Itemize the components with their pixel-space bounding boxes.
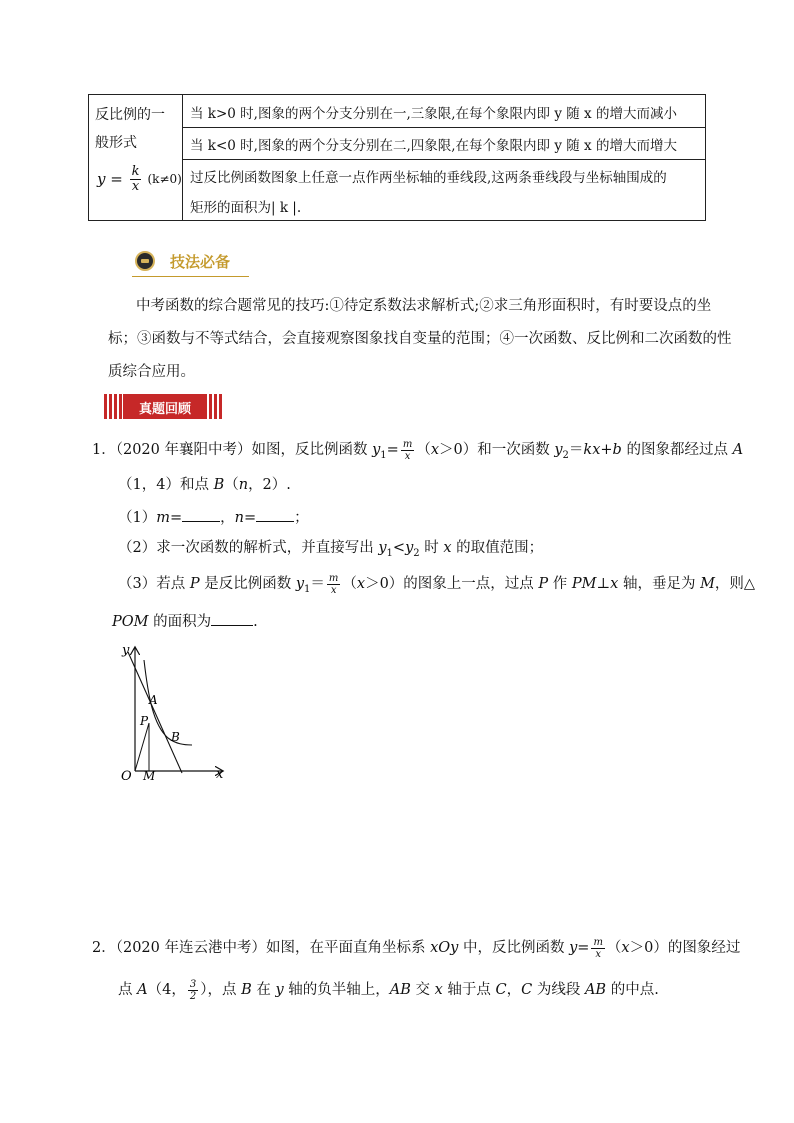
text: （ bbox=[606, 940, 622, 956]
text: = bbox=[386, 442, 399, 458]
label-A: A bbox=[149, 693, 158, 707]
text: 的中点. bbox=[606, 982, 659, 998]
table-row-area-line2: 矩形的面积为| k |. bbox=[190, 200, 302, 216]
var-n: n bbox=[238, 477, 249, 493]
var-x: x bbox=[430, 442, 439, 458]
text: 轴，垂足为 bbox=[618, 576, 701, 592]
text: （4， bbox=[147, 982, 186, 998]
text: ⊥ bbox=[596, 576, 611, 592]
var-y: y bbox=[405, 540, 414, 556]
formula-numerator: k bbox=[131, 163, 140, 179]
book-icon bbox=[135, 251, 155, 271]
answer-blank[interactable] bbox=[182, 507, 220, 522]
formula-condition: (k≠0) bbox=[147, 172, 182, 186]
fraction-three-halves bbox=[188, 979, 198, 1002]
formula-denominator: x bbox=[131, 178, 140, 194]
text: ， bbox=[220, 510, 235, 526]
text: ＞0）的图象上一点，过点 bbox=[365, 576, 539, 592]
table-divider bbox=[182, 95, 183, 220]
answer-blank[interactable] bbox=[211, 611, 253, 626]
var-x: x bbox=[621, 940, 630, 956]
linear-function-line bbox=[128, 652, 182, 773]
text: 在 bbox=[251, 982, 276, 998]
q1-line2 bbox=[118, 467, 291, 503]
point-P: P bbox=[189, 576, 200, 592]
subscript: 1 bbox=[380, 449, 387, 461]
text: 的图象都经过点 bbox=[621, 442, 733, 458]
technique-paragraph-line: 质综合应用。 bbox=[108, 364, 195, 380]
technique-title: 技法必备 bbox=[170, 253, 231, 271]
text: 点 bbox=[118, 982, 138, 998]
segment-PM: PM bbox=[571, 576, 597, 592]
fraction-m-over-x bbox=[401, 439, 414, 462]
review-title: 真题回顾 bbox=[138, 402, 191, 417]
text: （ bbox=[224, 477, 239, 493]
label-B: B bbox=[171, 730, 180, 744]
q1-line6 bbox=[112, 604, 258, 640]
q2-line2 bbox=[118, 972, 659, 1008]
segment-AB: AB bbox=[584, 982, 607, 998]
answer-blank[interactable] bbox=[256, 507, 294, 522]
point-B: B bbox=[213, 477, 225, 493]
text: 2．（2020 年连云港中考）如图，在平面直角坐标系 bbox=[92, 940, 431, 956]
denominator: x bbox=[595, 948, 601, 960]
text: ），点 bbox=[200, 982, 242, 998]
table-left-title bbox=[95, 101, 179, 157]
segment-OP bbox=[135, 723, 149, 771]
var-y: y bbox=[569, 940, 578, 956]
text: 作 bbox=[548, 576, 572, 592]
subscript: 2 bbox=[562, 449, 569, 461]
technique-paragraph-line: 中考函数的综合题常见的技巧:①待定系数法求解析式;②求三角形面积时，有时要设点的坐 bbox=[136, 298, 712, 314]
fraction-m-over-x bbox=[591, 937, 604, 960]
label-O: O bbox=[121, 769, 132, 784]
text: ＞0）和一次函数 bbox=[439, 442, 555, 458]
technique-underline bbox=[132, 276, 249, 277]
text: （2）求一次函数的解析式，并直接写出 bbox=[118, 540, 379, 556]
var-x: x bbox=[434, 982, 443, 998]
text: ，2）. bbox=[248, 477, 291, 493]
fraction-m-over-x bbox=[327, 573, 340, 596]
denominator: x bbox=[330, 584, 337, 596]
text: 轴的负半轴上， bbox=[283, 982, 390, 998]
text: ，则△ bbox=[714, 576, 756, 592]
formula-equals: = bbox=[105, 170, 128, 188]
text: 中，反比例函数 bbox=[458, 940, 570, 956]
point-C: C bbox=[495, 982, 507, 998]
text: 的面积为 bbox=[148, 614, 212, 630]
q2-line1 bbox=[92, 930, 740, 966]
point-M: M bbox=[700, 576, 715, 592]
point-P: P bbox=[538, 576, 549, 592]
numerator: m bbox=[593, 936, 603, 948]
text: （ bbox=[416, 442, 431, 458]
text: . bbox=[253, 614, 258, 630]
var-y: y bbox=[295, 576, 305, 592]
text: ； bbox=[294, 510, 309, 526]
var-y: y bbox=[372, 442, 381, 458]
text: 是反比例函数 bbox=[199, 576, 296, 592]
var-x: x bbox=[356, 576, 366, 592]
left-title-line: 般形式 bbox=[95, 135, 137, 151]
text: 1．（2020 年襄阳中考）如图，反比例函数 bbox=[92, 442, 373, 458]
var-y: y bbox=[554, 442, 563, 458]
point-A: A bbox=[732, 442, 744, 458]
var-x: x bbox=[443, 540, 452, 556]
formula-fraction bbox=[130, 165, 142, 194]
denominator: 2 bbox=[189, 990, 197, 1002]
text: 为线段 bbox=[532, 982, 585, 998]
var-y: y bbox=[378, 540, 387, 556]
text: = bbox=[169, 510, 183, 526]
text: ＞0）的图象经过 bbox=[629, 940, 741, 956]
general-formula bbox=[97, 159, 182, 199]
var-y: y bbox=[275, 982, 284, 998]
text: ＝ bbox=[310, 576, 325, 592]
var-m: m bbox=[156, 510, 170, 526]
definition-table bbox=[88, 94, 706, 221]
text: < bbox=[392, 540, 406, 556]
q1-line5 bbox=[118, 566, 755, 608]
technique-paragraph-line: 标；③函数与不等式结合，会直接观察图象找自变量的范围；④一次函数、反比例和二次函数的性 bbox=[108, 331, 732, 347]
numerator: 3 bbox=[189, 978, 197, 990]
segment-AB: AB bbox=[389, 982, 411, 998]
text: = bbox=[577, 940, 590, 956]
point-B: B bbox=[241, 982, 252, 998]
text: （1，4）和点 bbox=[118, 477, 214, 493]
subscript: 1 bbox=[304, 583, 311, 595]
var-x: x bbox=[610, 576, 619, 592]
table-row-divider bbox=[182, 127, 705, 128]
subscript: 1 bbox=[386, 547, 393, 559]
formula-y: y bbox=[97, 170, 106, 188]
text: = bbox=[243, 510, 257, 526]
text: 交 bbox=[410, 982, 435, 998]
text: （ bbox=[342, 576, 357, 592]
text: 时 bbox=[419, 540, 444, 556]
point-A: A bbox=[137, 982, 148, 998]
var-b: b bbox=[612, 442, 622, 458]
numerator: m bbox=[328, 572, 339, 584]
text: ＝ bbox=[568, 442, 584, 458]
label-P: P bbox=[140, 714, 149, 728]
q1-graph bbox=[108, 640, 233, 790]
coordinate-system: xOy bbox=[430, 940, 459, 956]
left-title-line: 反比例的一 bbox=[95, 107, 165, 123]
denominator: x bbox=[404, 450, 411, 462]
table-row-negative-k: 当 k<0 时,图象的两个分支分别在二,四象限,在每个象限内即 y 随 x 的增大而增大 bbox=[190, 138, 677, 154]
point-C: C bbox=[521, 982, 533, 998]
label-M: M bbox=[143, 769, 156, 783]
text: （3）若点 bbox=[118, 576, 190, 592]
text: ， bbox=[506, 982, 522, 998]
var-kx: kx bbox=[583, 442, 601, 458]
text: （1） bbox=[118, 510, 157, 526]
text: 的取值范围； bbox=[451, 540, 544, 556]
text: + bbox=[600, 442, 613, 458]
table-row-positive-k: 当 k>0 时,图象的两个分支分别在一,三象限,在每个象限内即 y 随 x 的增大而减小 bbox=[190, 106, 677, 122]
subscript: 2 bbox=[413, 547, 420, 559]
var-n: n bbox=[234, 510, 244, 526]
triangle-POM: POM bbox=[112, 614, 149, 630]
label-x: x bbox=[216, 767, 224, 782]
table-row-divider bbox=[182, 159, 705, 160]
numerator: m bbox=[402, 438, 413, 450]
table-row-area-line1: 过反比例函数图象上任意一点作两坐标轴的垂线段,这两条垂线段与坐标轴围成的 bbox=[190, 170, 667, 186]
label-y: y bbox=[122, 643, 130, 658]
text: 轴于点 bbox=[442, 982, 496, 998]
